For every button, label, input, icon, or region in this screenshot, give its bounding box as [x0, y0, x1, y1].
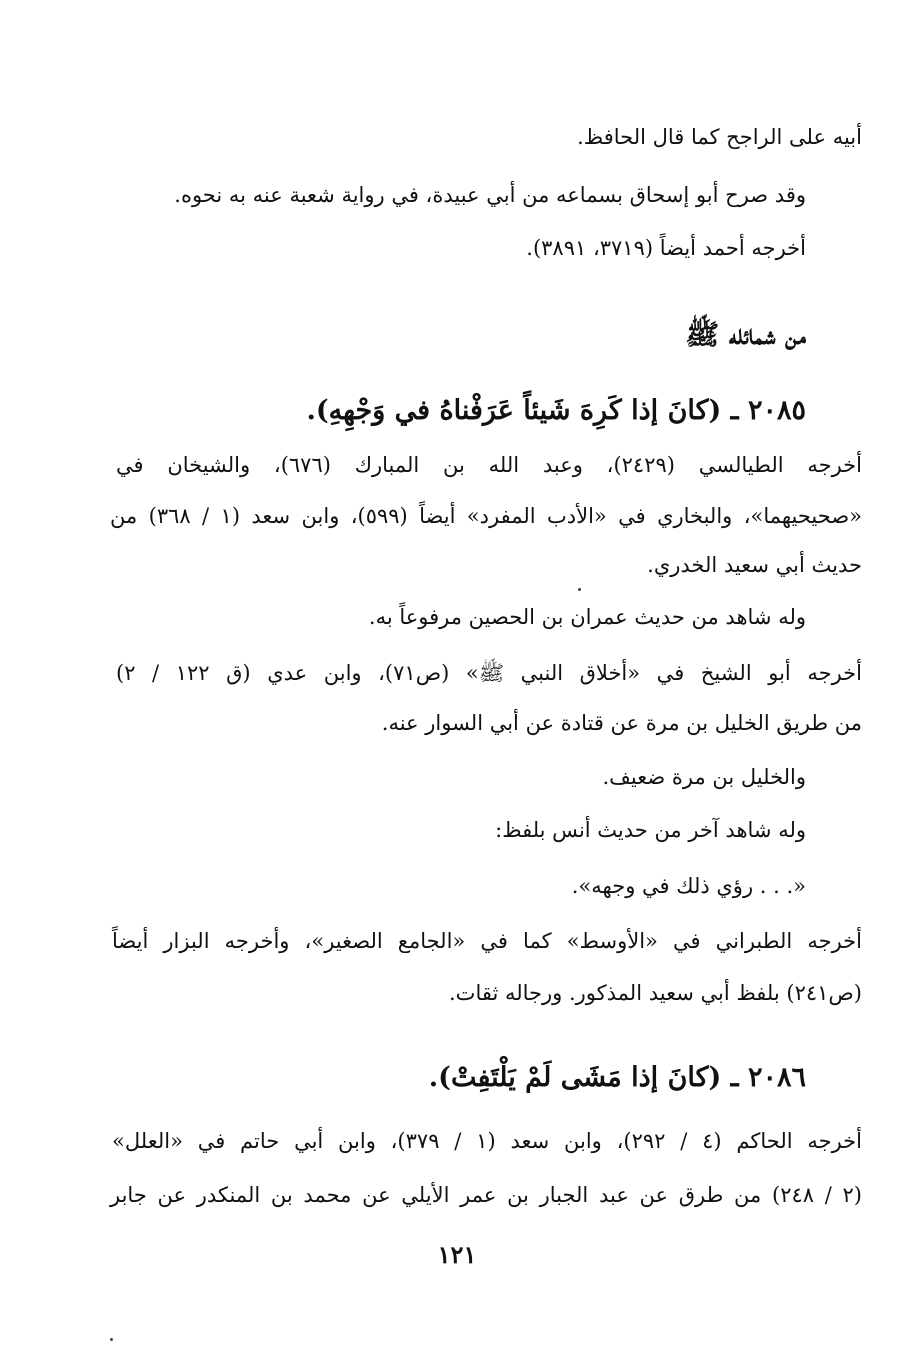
takhrij-2085-line-3: حديث أبي سعيد الخدري. [647, 553, 862, 577]
text-line-continuation: أبيه على الراجح كما قال الحافظ. [577, 125, 862, 149]
tabarani-line-2: (ص٢٤١) بلفظ أبي سعيد المذكور. ورجاله ثقات. [449, 981, 862, 1005]
takhrij-2085-line-1: أخرجه الطيالسي (٢٤٢٩)، وعبد الله بن المبارك (٦٧٦)، والشيخان في [116, 453, 862, 477]
scan-speck [110, 1338, 113, 1341]
shahid-imran-line: وله شاهد من حديث عمران بن الحصين مرفوعاً به. [368, 605, 806, 629]
tabarani-line-1: أخرجه الطبراني في «الأوسط» كما في «الجامع الصغير»، وأخرجه البزار أيضاً [112, 929, 862, 953]
takhrij-2086-line-1: أخرجه الحاكم (٤ / ٢٩٢)، وابن سعد (١ / ٣٧٩)، وابن أبي حاتم في «العلل» [112, 1129, 862, 1153]
takhrij-2085-line-2: «صحيحيهما»، والبخاري في «الأدب المفرد» أيضاً (٥٩٩)، وابن سعد (١ / ٣٦٨) من [110, 504, 863, 528]
khalil-weak-line: والخليل بن مرة ضعيف. [602, 765, 806, 789]
abu-shaykh-line-1: أخرجه أبو الشيخ في «أخلاق النبي ﷺ» (ص٧١)، وابن عدي (ق ١٢٢ / ٢) [116, 661, 862, 685]
takhrij-2086-line-2: (٢ / ٢٤٨) من طرق عن عبد الجبار بن عمر الأيلي عن محمد بن المنكدر عن جابر [110, 1183, 862, 1207]
section-title: من شمائله ﷺ [685, 318, 806, 351]
text-line-ahmad-reference: أخرجه أحمد أيضاً (٣٧١٩، ٣٨٩١). [526, 236, 806, 260]
text-line-abu-ishaq: وقد صرح أبو إسحاق بسماعه من أبي عبيدة، في رواية شعبة عنه به نحوه. [174, 183, 806, 207]
shahid-anas-line: وله شاهد آخر من حديث أنس بلفظ: [495, 818, 806, 842]
hadith-2086-title: ٢٠٨٦ ـ (كانَ إذا مَشَى لَمْ يَلْتَفِتْ). [428, 1062, 806, 1093]
page-number: ١٢١ [437, 1240, 477, 1269]
scan-speck [578, 588, 581, 591]
abu-shaykh-line-2: من طريق الخليل بن مرة عن قتادة عن أبي السوار عنه. [381, 711, 862, 735]
anas-wording-line: «. . . رؤي ذلك في وجهه». [571, 874, 806, 898]
hadith-2085-title: ٢٠٨٥ ـ (كانَ إذا كَرِهَ شَيئاً عَرَفْناهُ في وَجْهِهِ). [306, 395, 806, 426]
